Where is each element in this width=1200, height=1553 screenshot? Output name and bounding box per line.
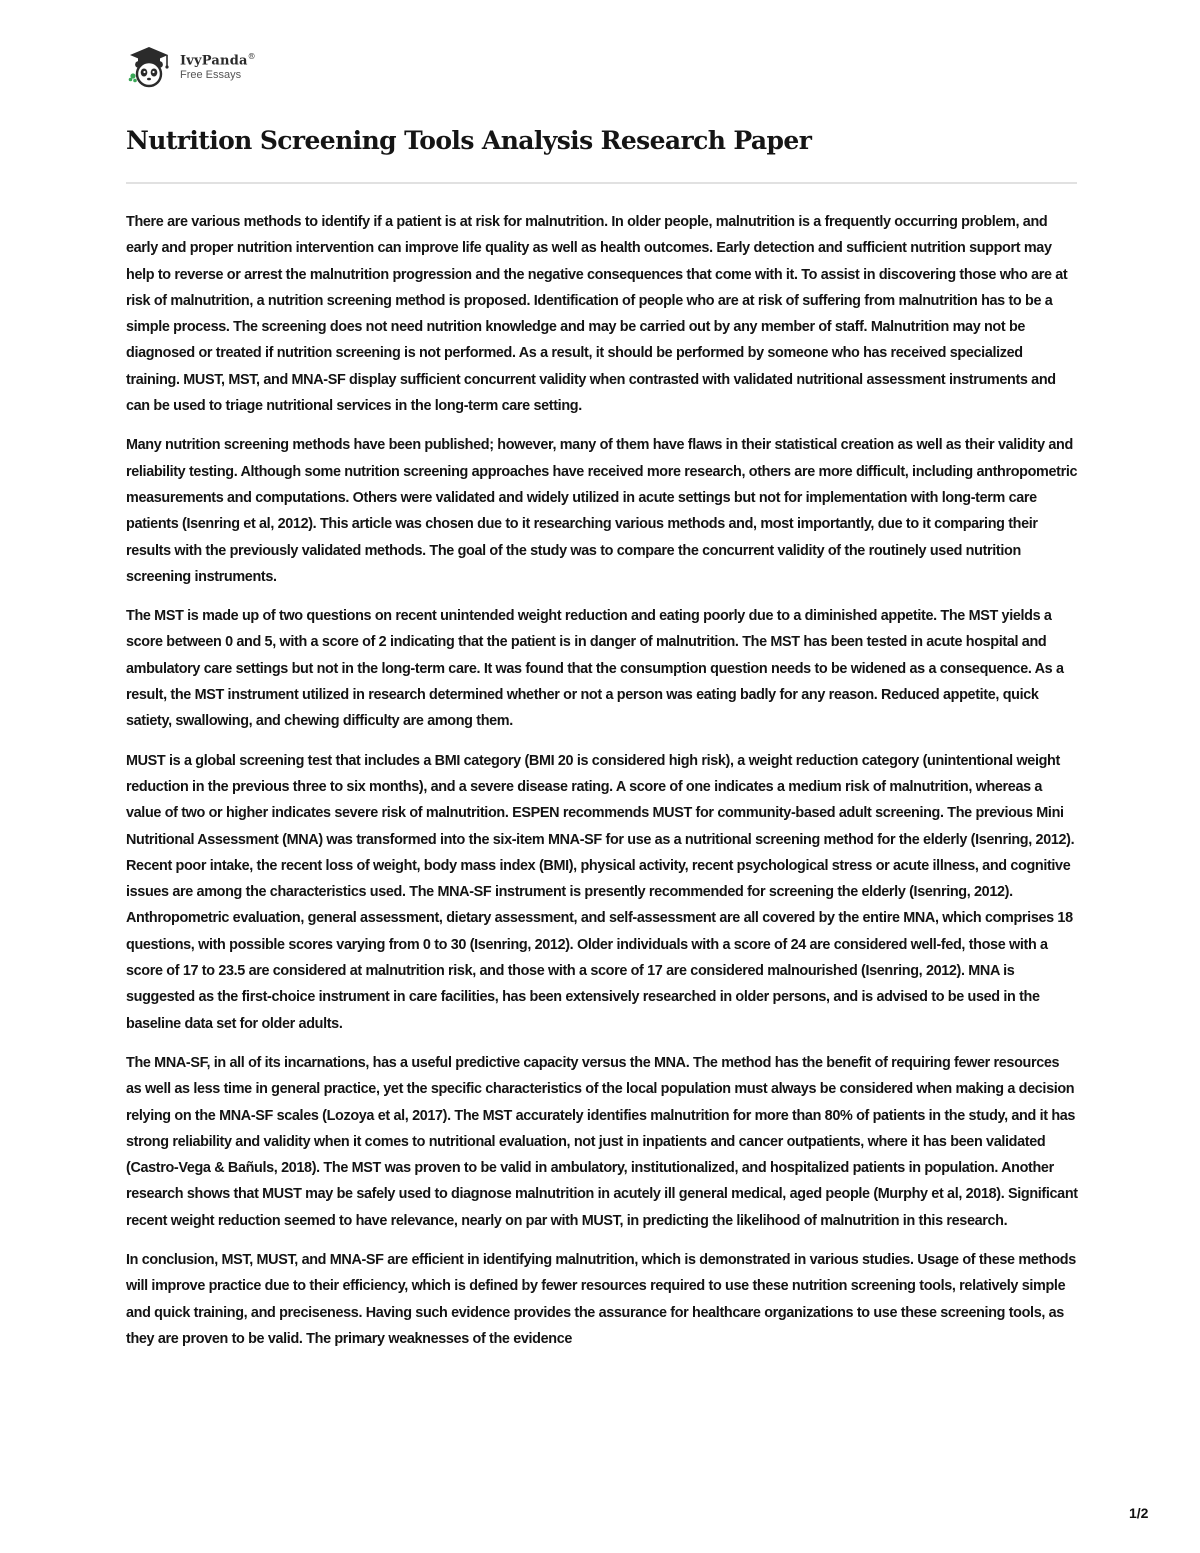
paragraph: In conclusion, MST, MUST, and MNA-SF are efficient in identifying malnutrition, which is demonstrated in various studies. Usage of these methods will improve practice due to their efficiency, which is defined by fewer resources required to use these nutrition screening tools, relatively simple and quick training, and preciseness. Having such evidence provides the assurance for healthcare organizations to use these screening tools, as they are proven to be valid. The primary weaknesses of the evidence xyxy=(126,1251,1076,1347)
brand-logo[interactable] xyxy=(126,44,256,90)
paragraph: Many nutrition screening methods have been published; however, many of them have flaws in their statistical creation as well as their validity and reliability testing. Although some nutrition screening approaches have received more research, others are more difficult, including anthropometric measurements and computations. Others were validated and widely utilized in acute settings but not for implementation with long-term care patients (Isenring et al, 2012). This article was chosen due to it researching various methods and, most importantly, due to it comparing their results with the previously validated methods. The goal of the study was to compare the concurrent validity of the routinely used nutrition screening instruments. xyxy=(126,437,1078,585)
paragraph: The MST is made up of two questions on recent unintended weight reduction and eating poorly due to a diminished appetite. The MST yields a score between 0 and 5, with a score of 2 indicating that the patient is in danger of malnutrition. The MST has been tested in acute hospital and ambulatory care settings but not in the long-term care. It was found that the consumption question needs to be widened as a consequence. As a result, the MST instrument utilized in research determined whether or not a person was eating badly for any reason. Reduced appetite, quick satiety, swallowing, and chewing difficulty are among them. xyxy=(126,608,1064,730)
brand-text xyxy=(180,52,256,82)
essay-body xyxy=(126,209,1078,1365)
paragraph: There are various methods to identify if a patient is at risk for malnutrition. In older people, malnutrition is a frequently occurring problem, and early and proper nutrition intervention can improve life quality as well as health outcomes. Early detection and sufficient nutrition support may help to reverse or arrest the malnutrition progression and the negative consequences that come with it. To assist in discovering those who are at risk of malnutrition, a nutrition screening method is proposed. Identification of people who are at risk of suffering from malnutrition has to be a simple process. The screening does not need nutrition knowledge and may be carried out by any member of staff. Malnutrition may not be diagnosed or treated if nutrition screening is not performed. As a result, it should be performed by someone who has received specialized training. MUST, MST, and MNA-SF display sufficient concurrent validity when contrasted with validated nutritional assessment instruments and can be used to triage nutritional services in the long-term care setting. xyxy=(126,214,1068,415)
page-title: Nutrition Screening Tools Analysis Research Paper xyxy=(126,126,812,155)
title-divider xyxy=(126,182,1077,184)
brand-tagline: Free Essays xyxy=(180,69,242,82)
page-number: 1/2 xyxy=(1129,1505,1149,1521)
paragraph: The MNA-SF, in all of its incarnations, has a useful predictive capacity versus the MNA. The method has the benefit of requiring fewer resources as well as less time in general practice, yet the specific characteristics of the local population must always be considered when making a decision relying on the MNA-SF scales (Lozoya et al, 2017). The MST accurately identifies malnutrition for more than 80% of patients in the study, and it has strong reliability and validity when it comes to nutritional evaluation, not just in inpatients and cancer outpatients, where it has been validated (Castro-Vega & Bañuls, 2018). The MST was proven to be valid in ambulatory, institutionalized, and hospitalized patients in population. Another research shows that MUST may be safely used to diagnose malnutrition in acutely ill general medical, aged people (Murphy et al, 2018). Significant recent weight reduction seemed to have relevance, nearly on par with MUST, in predicting the likelihood of malnutrition in this research. xyxy=(126,1054,1078,1229)
registered-mark: ® xyxy=(247,52,256,62)
brand-name: IvyPanda® xyxy=(180,52,256,69)
paragraph: MUST is a global screening test that includes a BMI category (BMI 20 is considered high risk), a weight reduction category (unintentional weight reduction in the previous three to six months), and a severe disease rating. A score of one indicates a medium risk of malnutrition, whereas a value of two or higher indicates severe risk of malnutrition. ESPEN recommends MUST for community-based adult screening. The previous Mini Nutritional Assessment (MNA) was transformed into the six-item MNA-SF for use as a nutritional screening method for the elderly (Isenring, 2012). Recent poor intake, the recent loss of weight, body mass index (BMI), physical activity, recent psychological stress or acute illness, and cognitive issues are among the characteristics used. The MNA-SF instrument is presently recommended for screening the elderly (Isenring, 2012). Anthropometric evaluation, general assessment, dietary assessment, and self-assessment are all covered by the entire MNA, which comprises 18 questions, with possible scores varying from 0 to 30 (Isenring, 2012). Older individuals with a score of 24 are considered well-fed, those with a score of 17 to 23.5 are considered at malnutrition risk, and those with a score of 17 are considered malnourished (Isenring, 2012). MNA is suggested as the first-choice instrument in care facilities, has been extensively researched in older persons, and is advised to be used in the baseline data set for older adults. xyxy=(126,752,1075,1032)
panda-graduation-cap-logo-icon xyxy=(126,44,172,90)
